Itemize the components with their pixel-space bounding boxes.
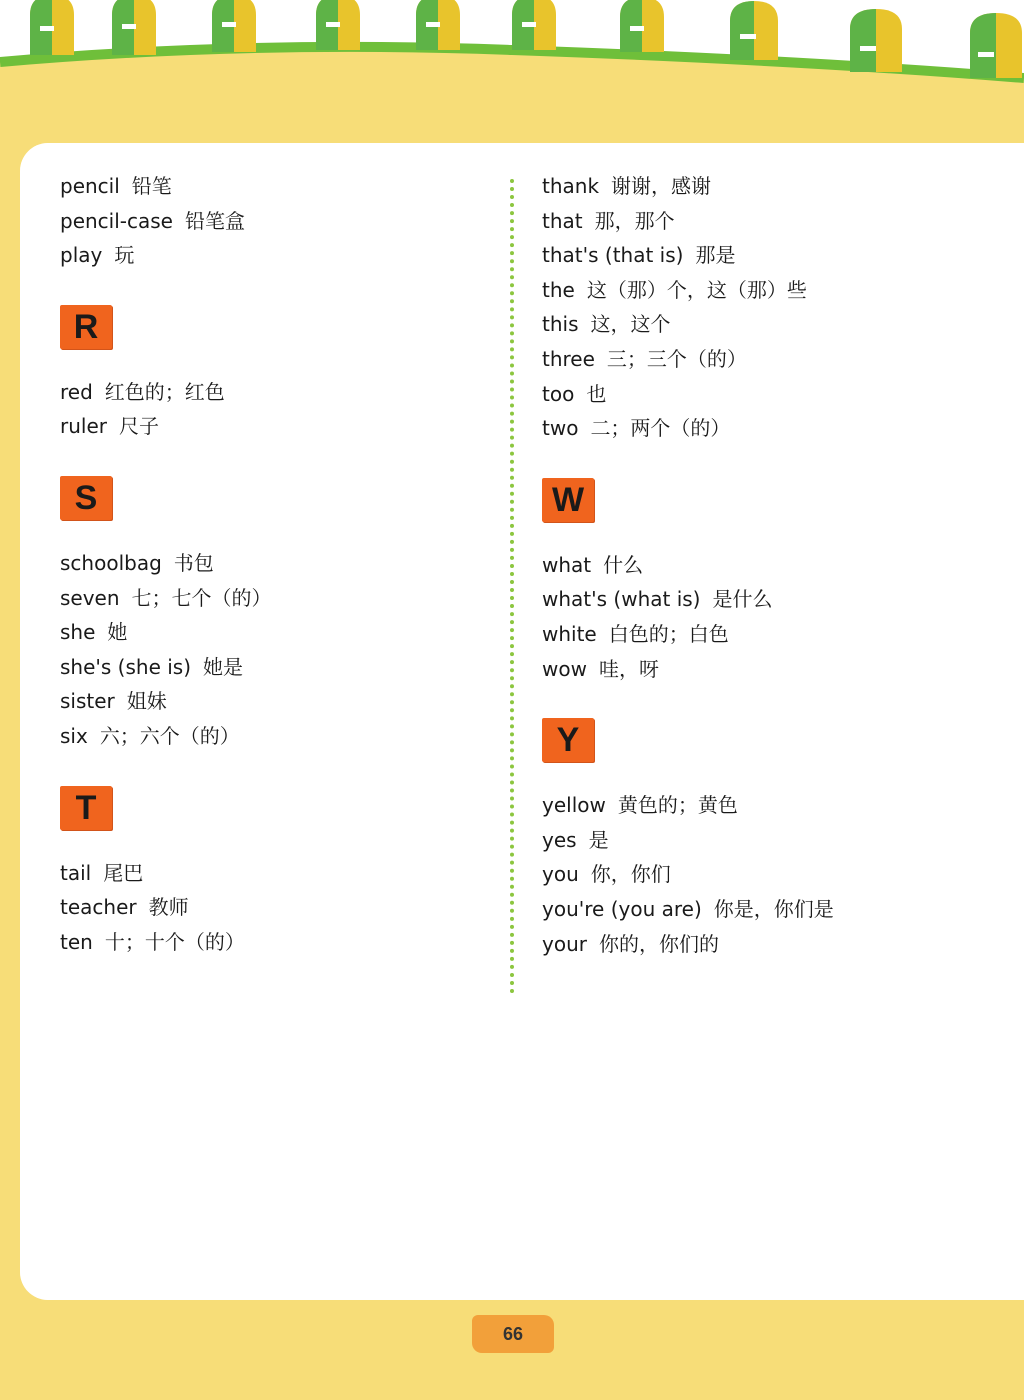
section-s bbox=[60, 444, 480, 546]
glossary-entry bbox=[60, 684, 480, 719]
entry-translation: 白色的；白色 bbox=[608, 621, 729, 646]
entry-word: what's (what is) bbox=[542, 587, 701, 612]
entry-translation: 红色的；红色 bbox=[104, 379, 225, 404]
glossary-right-column bbox=[542, 169, 1012, 961]
entry-translation: 铅笔盒 bbox=[184, 208, 245, 233]
entry-word: tail bbox=[60, 860, 92, 885]
entry-word: thank bbox=[542, 174, 600, 198]
glossary-entry bbox=[542, 892, 1012, 927]
entry-translation: 是什么 bbox=[712, 587, 773, 612]
letter-heading-r: R bbox=[60, 305, 112, 349]
glossary-entry bbox=[60, 925, 480, 960]
glossary-entry bbox=[542, 273, 1012, 308]
letter-heading-w: W bbox=[542, 478, 594, 522]
entry-word: red bbox=[60, 379, 93, 404]
glossary-entry bbox=[542, 652, 1012, 687]
entry-word: six bbox=[60, 723, 88, 748]
entry-translation: 黄色的；黄色 bbox=[617, 793, 738, 818]
entry-word: too bbox=[542, 381, 575, 406]
entry-word: this bbox=[542, 312, 579, 337]
glossary-page bbox=[20, 143, 1024, 1300]
entry-translation: 铅笔 bbox=[131, 174, 172, 198]
entry-translation: 她是 bbox=[203, 654, 244, 679]
glossary-entry bbox=[542, 307, 1012, 342]
entry-translation: 也 bbox=[586, 381, 607, 406]
entry-word: teacher bbox=[60, 895, 137, 920]
section-w bbox=[542, 446, 1012, 548]
entry-word: white bbox=[542, 621, 597, 646]
glossary-entry bbox=[542, 788, 1012, 823]
glossary-entry bbox=[60, 615, 480, 650]
entry-translation: 姐妹 bbox=[126, 689, 167, 714]
entry-translation: 那是 bbox=[695, 243, 736, 268]
section-t bbox=[60, 754, 480, 856]
glossary-entry bbox=[542, 204, 1012, 239]
entry-translation: 这（那）个，这（那）些 bbox=[586, 277, 807, 302]
entry-translation: 三；三个（的） bbox=[606, 346, 747, 371]
entry-word: she bbox=[60, 620, 96, 645]
entry-translation: 那，那个 bbox=[594, 208, 675, 233]
glossary-entry bbox=[60, 169, 480, 204]
entry-translation: 你，你们 bbox=[590, 862, 671, 887]
glossary-entry bbox=[542, 548, 1012, 583]
section-y bbox=[542, 686, 1012, 788]
glossary-entry bbox=[542, 377, 1012, 412]
entry-word: ruler bbox=[60, 414, 107, 439]
entry-word: seven bbox=[60, 585, 120, 610]
glossary-entry bbox=[542, 411, 1012, 446]
glossary-entry bbox=[542, 617, 1012, 652]
glossary-entry bbox=[60, 546, 480, 581]
glossary-entry bbox=[542, 342, 1012, 377]
entry-word: pencil-case bbox=[60, 208, 173, 233]
entry-word: two bbox=[542, 416, 579, 441]
glossary-entry bbox=[542, 857, 1012, 892]
entry-word: you bbox=[542, 862, 579, 887]
glossary-entry bbox=[60, 890, 480, 925]
entry-word: yellow bbox=[542, 793, 606, 818]
entry-translation: 谢谢，感谢 bbox=[611, 174, 712, 198]
entry-translation: 尾巴 bbox=[103, 860, 144, 885]
entry-translation: 书包 bbox=[173, 550, 214, 575]
entry-translation: 教师 bbox=[148, 895, 189, 920]
glossary-entry bbox=[60, 409, 480, 444]
entry-translation: 你是，你们是 bbox=[713, 896, 834, 921]
entry-translation: 是 bbox=[588, 827, 609, 852]
glossary-entry bbox=[60, 581, 480, 616]
letter-heading-y: Y bbox=[542, 718, 594, 762]
glossary-entry bbox=[60, 650, 480, 685]
entry-word: three bbox=[542, 346, 595, 371]
glossary-entry bbox=[542, 169, 1012, 204]
entry-translation: 二；两个（的） bbox=[590, 416, 731, 441]
column-divider bbox=[510, 179, 514, 994]
entry-word: the bbox=[542, 277, 575, 302]
entry-word: play bbox=[60, 243, 103, 268]
page-number: 66 bbox=[472, 1315, 554, 1353]
entry-word: ten bbox=[60, 929, 93, 954]
entry-word: you're (you are) bbox=[542, 896, 702, 921]
glossary-entry bbox=[60, 856, 480, 891]
letter-heading-t: T bbox=[60, 786, 112, 830]
section-r bbox=[60, 273, 480, 375]
t-words-continued bbox=[542, 169, 1012, 446]
entry-word: that's (that is) bbox=[542, 243, 684, 268]
leaf-border bbox=[0, 0, 1024, 150]
entry-translation: 她 bbox=[107, 620, 128, 645]
entry-translation: 你的，你们的 bbox=[598, 931, 719, 956]
entry-word: sister bbox=[60, 689, 115, 714]
entry-word: yes bbox=[542, 827, 577, 852]
entry-translation: 玩 bbox=[114, 243, 135, 268]
glossary-entry bbox=[60, 204, 480, 239]
entry-word: wow bbox=[542, 656, 587, 681]
entry-word: schoolbag bbox=[60, 550, 162, 575]
glossary-entry bbox=[542, 582, 1012, 617]
entry-word: what bbox=[542, 552, 592, 577]
glossary-entry bbox=[60, 375, 480, 410]
glossary-left-column bbox=[60, 169, 480, 959]
entry-translation: 六；六个（的） bbox=[99, 723, 240, 748]
entry-word: she's (she is) bbox=[60, 654, 192, 679]
entry-translation: 这，这个 bbox=[590, 312, 671, 337]
glossary-entry bbox=[542, 927, 1012, 962]
entry-word: your bbox=[542, 931, 587, 956]
glossary-entry bbox=[60, 238, 480, 273]
entry-translation: 七；七个（的） bbox=[131, 585, 272, 610]
glossary-entry bbox=[542, 238, 1012, 273]
entry-word: that bbox=[542, 208, 583, 233]
entry-word: pencil bbox=[60, 174, 120, 198]
entry-translation: 十；十个（的） bbox=[104, 929, 245, 954]
entry-translation: 什么 bbox=[603, 552, 644, 577]
entry-translation: 尺子 bbox=[118, 414, 159, 439]
entry-translation: 哇，呀 bbox=[598, 656, 659, 681]
glossary-entry bbox=[60, 719, 480, 754]
p-words-continued bbox=[60, 169, 480, 273]
letter-heading-s: S bbox=[60, 476, 112, 520]
glossary-entry bbox=[542, 823, 1012, 858]
